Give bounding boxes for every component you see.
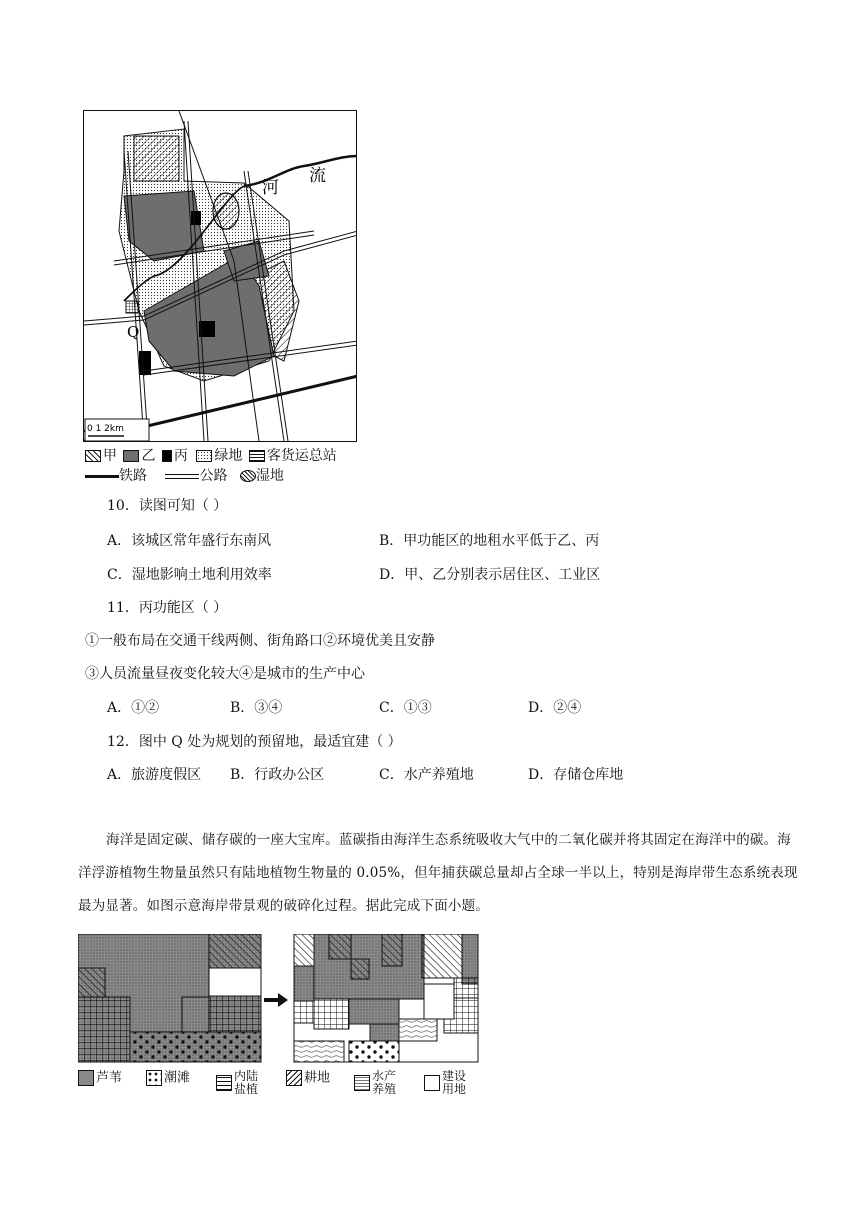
q-label: Q [127,323,140,341]
map-legend-row1 [85,447,337,465]
legend-reed: 芦苇 [96,1070,123,1086]
legend-label-station: 客货运总站 [266,448,337,464]
grid-pattern-icon [249,450,265,462]
double-line-icon [165,474,199,479]
q10-option-d[interactable]: D．甲、乙分别表示居住区、工业区 [379,567,601,583]
right-arrow-icon [264,993,288,1007]
legend-construction: 建设用地 [442,1069,467,1096]
q10-option-b[interactable]: B．甲功能区的地租水平低于乙、丙 [379,533,600,549]
freight-station [126,301,138,313]
city-map [83,110,357,442]
dotted-pattern-icon [196,450,212,462]
legend-label-jia: 甲 [103,448,117,464]
q12-stem: 12．图中 Q 处为规划的预留地，最适宜建（ ） [107,734,402,750]
river-label-1: 河 [262,178,279,198]
q11-option-c[interactable]: C．①③ [379,700,432,716]
black-fill-icon [162,450,172,462]
map-legend-row2 [85,467,284,485]
landscape-figure [78,934,488,1064]
legend-label-road: 公路 [199,468,228,484]
q11-line1: ①一般布局在交通干线两侧、街角路口②环境优美且安静 [85,633,435,649]
legend-label-railway: 铁路 [119,468,147,484]
zone-jia-north [134,136,179,181]
q12-option-a[interactable]: A．旅游度假区 [107,767,202,783]
wavy-lines-icon [354,1075,370,1091]
river-line [244,156,357,186]
legend-tidal-flat: 潮滩 [164,1070,191,1086]
q11-option-b[interactable]: B．③④ [230,700,283,716]
legend-label-bing: 丙 [173,448,188,464]
scale-text: 0 1 2km [87,424,124,434]
grid-pattern-icon [216,1075,232,1091]
legend-label-wetland: 湿地 [255,468,284,484]
dark-gray-fill-icon [123,450,139,462]
hatched-pattern-icon [85,450,101,462]
dots-pattern-icon [146,1070,162,1086]
wetland-oval-icon [240,470,256,482]
legend-label-lvdi: 绿地 [214,448,243,464]
q11-stem: 11．丙功能区（ ） [107,600,228,616]
river-label-2: 流 [309,166,326,186]
legend-label-yi: 乙 [141,448,156,464]
q12-option-b[interactable]: B．行政办公区 [230,767,325,783]
q10-option-a[interactable]: A．该城区常年盛行东南风 [107,533,272,549]
q12-option-c[interactable]: C．水产养殖地 [379,767,474,783]
q10-option-c[interactable]: C．湿地影响土地利用效率 [107,567,272,583]
q11-option-a[interactable]: A．①② [107,700,160,716]
reed-dense-pattern-icon [78,1070,94,1086]
q10-stem: 10．读图可知（ ） [107,498,228,514]
legend-farmland: 耕地 [304,1070,331,1086]
wetland-oval [213,193,239,229]
q11-line2: ③人员流量昼夜变化较大④是城市的生产中心 [85,666,365,682]
zone-bing-3 [139,351,151,375]
q11-option-d[interactable]: D．②④ [528,700,582,716]
blank-square-icon [424,1075,440,1091]
diagonal-hatch-icon [286,1070,302,1086]
q12-option-d[interactable]: D．存储仓库地 [528,767,624,783]
thick-line-icon [85,475,119,478]
zone-bing-1 [191,211,201,225]
passage-text: 海洋是固定碳、储存碳的一座大宝库。蓝碳指由海洋生态系统吸收大气中的二氧化碳并将其固定在海洋中的碳。海洋浮游植物生物量虽然只有陆地植物生物量的 0.05%，但年捕获碳总量却占全球一半以上，特别是海岸带生态系统表现最为显著。如图示意海岸带景观的破碎化过程。据此完成下面小题。 [78,832,798,914]
legend-inland-salt: 内陆盐植 [234,1069,259,1096]
city-map-drawing [84,111,357,442]
legend-aquaculture: 水产养殖 [372,1069,397,1096]
landscape-figure-drawing [78,934,488,1064]
